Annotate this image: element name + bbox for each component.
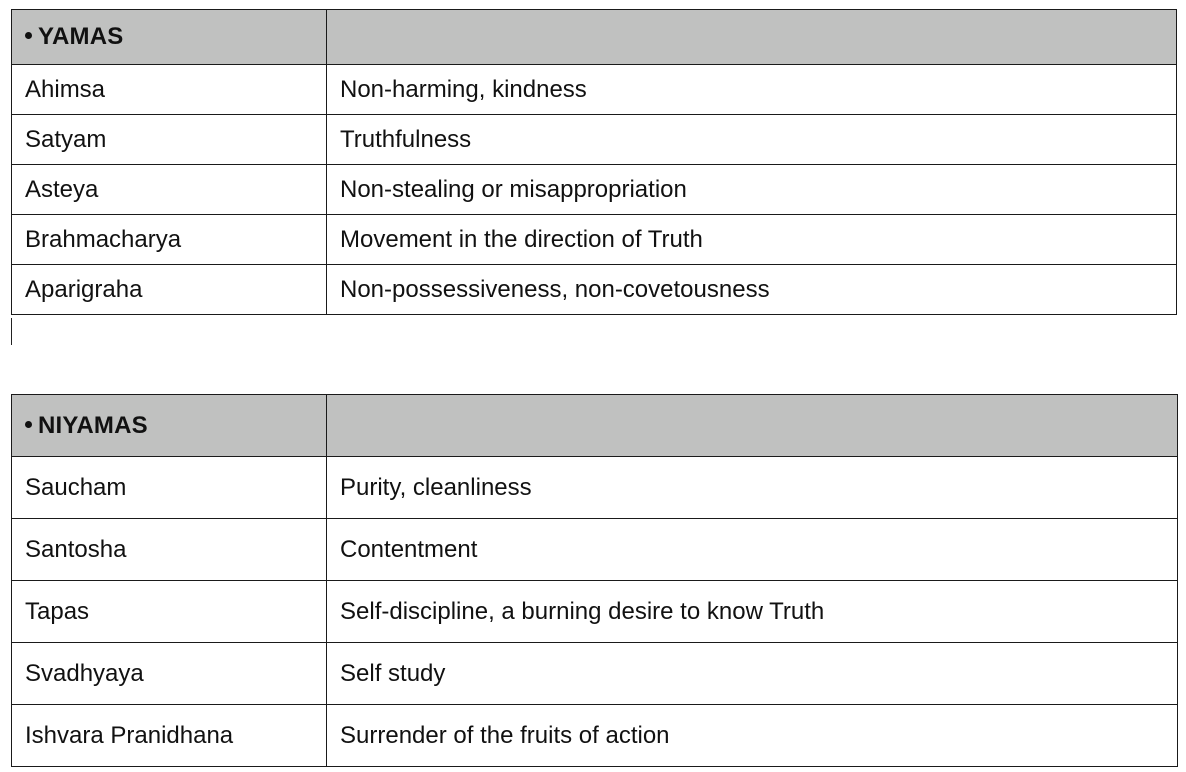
term-cell: Saucham [12,457,327,519]
table-row [12,65,1177,115]
yamas-header-row [12,10,1177,65]
table-row [12,643,1178,705]
niyamas-heading: NIYAMAS [38,411,148,439]
niyamas-table [11,394,1178,767]
meaning-cell: Contentment [327,519,1178,581]
table-row [12,581,1178,643]
niyamas-heading-cell [12,395,327,457]
niyamas-header-blank-cell [327,395,1178,457]
yamas-header-blank-cell [327,10,1177,65]
meaning-cell: Non-possessiveness, non-covetousness [327,265,1177,315]
table-row [12,519,1178,581]
term-cell: Svadhyaya [12,643,327,705]
term-cell: Satyam [12,115,327,165]
meaning-cell: Non-harming, kindness [327,65,1177,115]
term-cell: Brahmacharya [12,215,327,265]
meaning-cell: Surrender of the fruits of action [327,705,1178,767]
meaning-cell: Non-stealing or misappropriation [327,165,1177,215]
term-cell: Asteya [12,165,327,215]
text-cursor [11,318,12,345]
table-row [12,265,1177,315]
term-cell: Tapas [12,581,327,643]
table-row [12,457,1178,519]
niyamas-header-row [12,395,1178,457]
term-cell: Ishvara Pranidhana [12,705,327,767]
term-cell: Ahimsa [12,65,327,115]
meaning-cell: Movement in the direction of Truth [327,215,1177,265]
meaning-cell: Self study [327,643,1178,705]
term-cell: Santosha [12,519,327,581]
meaning-cell: Purity, cleanliness [327,457,1178,519]
yamas-heading-cell [12,10,327,65]
yamas-table [11,9,1177,315]
bullet-icon [25,32,32,39]
term-cell: Aparigraha [12,265,327,315]
table-row [12,165,1177,215]
bullet-icon [25,421,32,428]
table-row [12,705,1178,767]
yamas-heading: YAMAS [38,23,124,50]
meaning-cell: Truthfulness [327,115,1177,165]
meaning-cell: Self-discipline, a burning desire to know Truth [327,581,1178,643]
table-row [12,115,1177,165]
table-row [12,215,1177,265]
